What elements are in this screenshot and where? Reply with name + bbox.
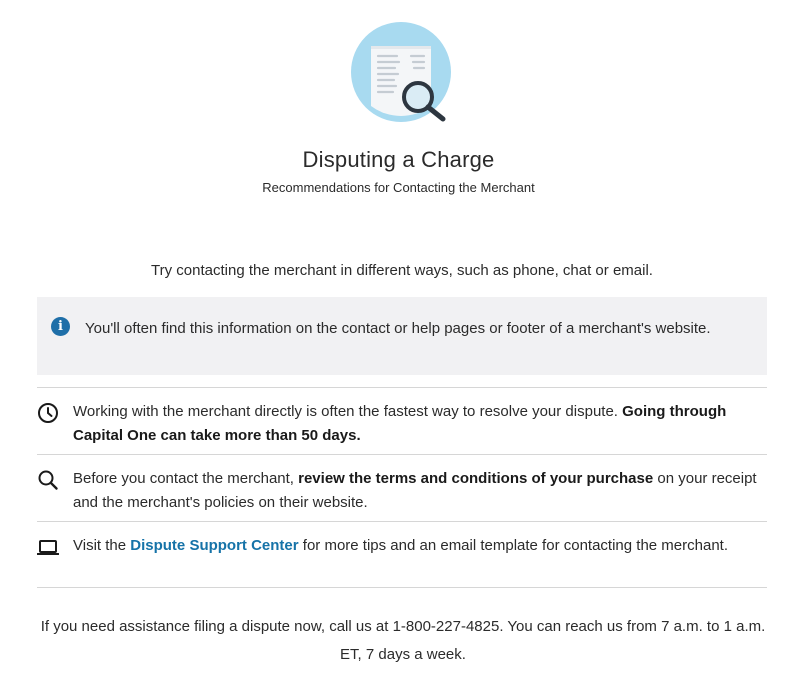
info-icon: i xyxy=(51,317,70,336)
laptop-icon xyxy=(37,536,59,558)
info-box xyxy=(37,297,767,375)
tip-emphasis: review the terms and conditions of your purchase xyxy=(298,470,654,487)
clock-icon xyxy=(37,402,59,424)
document-magnifier-icon xyxy=(351,22,455,126)
info-text: You'll often find this information on the contact or help pages or footer of a merchant's website. xyxy=(85,320,711,337)
list-item xyxy=(37,387,767,454)
search-icon xyxy=(37,469,59,491)
tip-emphasis: Going through Capital One can take more than 50 days. xyxy=(73,403,727,444)
intro-text: Try contacting the merchant in different ways, such as phone, chat or email. xyxy=(151,262,653,279)
dispute-support-center-link[interactable]: Dispute Support Center xyxy=(130,537,299,554)
page-title: Disputing a Charge xyxy=(302,147,495,172)
tip-text: Visit the Dispute Support Center for more tips and an email template for contacting the merchant. xyxy=(73,537,728,554)
tip-text: Working with the merchant directly is often the fastest way to resolve your dispute. Going through Capital One can take more than 50 days. xyxy=(73,403,727,444)
assistance-note: If you need assistance filing a dispute now, call us at 1-800-227-4825. You can reach us from 7 a.m. to 1 a.m. ET, 7 days a week. xyxy=(40,618,766,663)
list-item xyxy=(37,454,767,521)
tips-list xyxy=(37,387,767,588)
tip-text: Before you contact the merchant, review the terms and conditions of your purchase on your receipt and the merchant's policies on their website. xyxy=(73,470,757,511)
list-item xyxy=(37,521,767,588)
page-subtitle: Recommendations for Contacting the Merchant xyxy=(262,180,535,195)
